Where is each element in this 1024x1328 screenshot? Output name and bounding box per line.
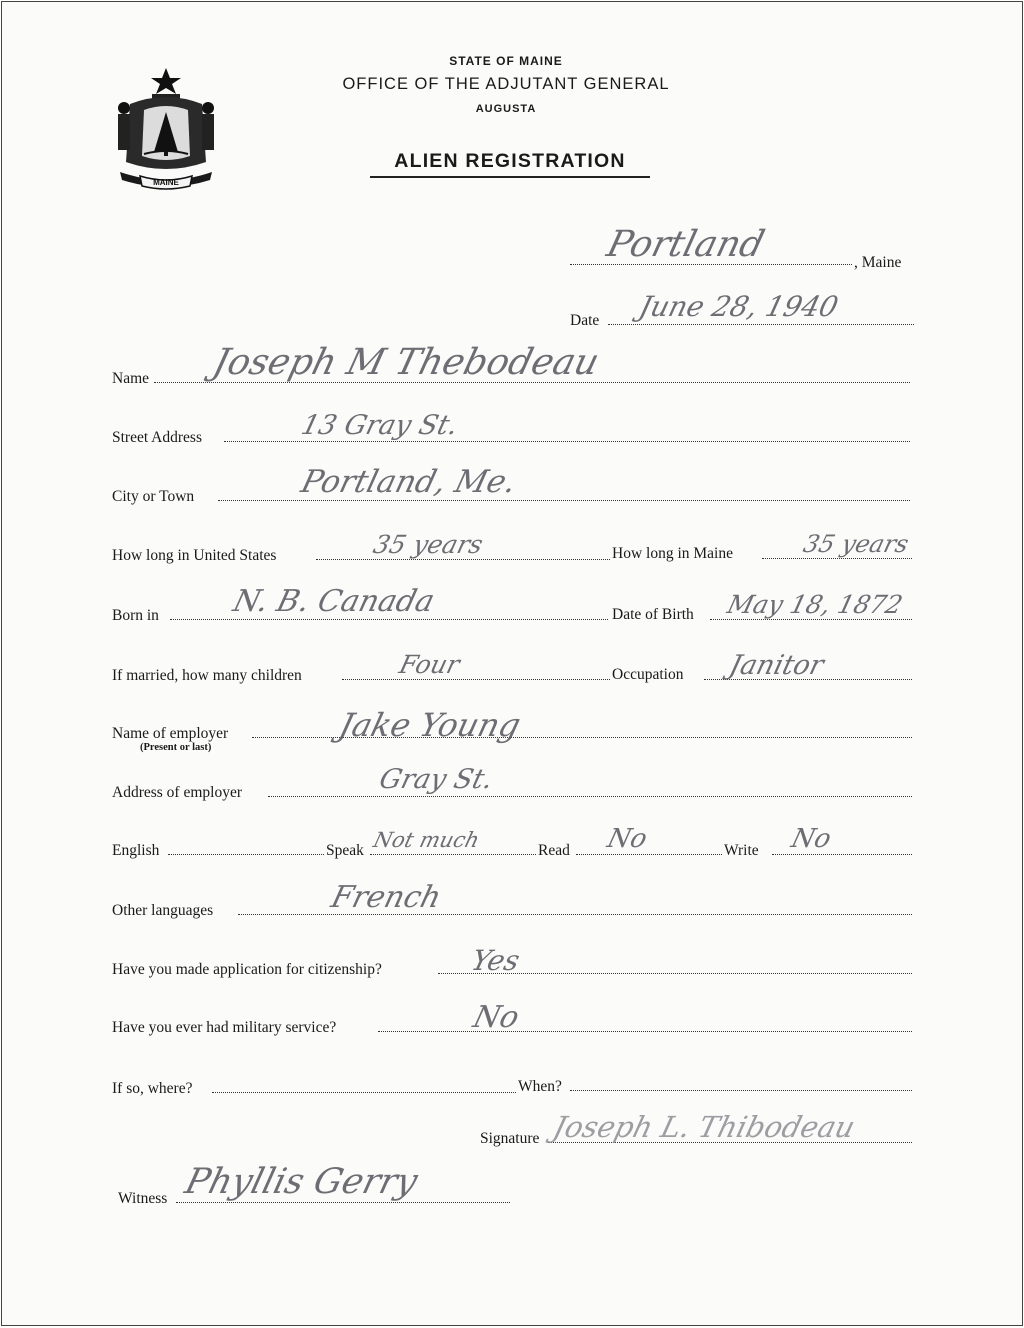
when-label: When? (518, 1078, 562, 1095)
employer-address-line (268, 796, 912, 797)
date-of-birth-value: May 18, 1872 (724, 590, 906, 619)
header-office: OFFICE OF THE ADJUTANT GENERAL (342, 75, 670, 93)
speak-line (370, 854, 536, 855)
signature-value: Joseph L. Thibodeau (549, 1110, 859, 1144)
witness-line (176, 1202, 510, 1203)
city-or-town-line (218, 500, 910, 501)
street-address-label: Street Address (112, 429, 202, 446)
date-label: Date (570, 312, 600, 329)
form-title: ALIEN REGISTRATION (370, 150, 650, 178)
witness-label: Witness (118, 1190, 168, 1207)
signature-label: Signature (480, 1130, 540, 1147)
date-of-birth-line (710, 619, 912, 620)
citizenship-value: Yes (467, 944, 524, 977)
military-service-line (378, 1031, 912, 1032)
write-line (772, 854, 912, 855)
born-in-label: Born in (112, 607, 159, 624)
name-value: Joseph M Thebodeau (208, 342, 604, 383)
read-value: No (604, 824, 651, 854)
years-in-us-label: How long in United States (112, 547, 277, 564)
occupation-value: Janitor (726, 650, 827, 681)
years-in-maine-line (762, 558, 912, 559)
other-languages-value: French (327, 880, 445, 915)
where-line (212, 1092, 516, 1093)
english-line (168, 854, 324, 855)
military-service-value: No (469, 1000, 523, 1035)
read-label: Read (538, 842, 570, 859)
employer-name-sublabel: (Present or last) (140, 742, 212, 753)
children-value: Four (396, 650, 463, 679)
employer-name-value: Jake Young (335, 706, 525, 744)
city-or-town-value: Portland, Me. (297, 464, 520, 500)
citizenship-label: Have you made application for citizenship? (112, 961, 382, 978)
place-value: Portland (602, 224, 769, 265)
date-value: June 28, 1940 (635, 290, 842, 323)
employer-address-value: Gray St. (376, 764, 497, 795)
speak-value: Not much (371, 828, 482, 852)
born-in-value: N. B. Canada (229, 584, 439, 619)
name-label: Name (112, 370, 150, 387)
years-in-us-value: 35 years (370, 530, 486, 559)
speak-label: Speak (326, 842, 364, 859)
place-label: , Maine (854, 254, 902, 271)
english-label: English (112, 842, 160, 859)
military-service-label: Have you ever had military service? (112, 1019, 337, 1036)
header-city: AUGUSTA (475, 103, 537, 115)
alien-registration-form (1, 1, 1023, 1326)
date-of-birth-label: Date of Birth (612, 606, 694, 623)
write-value: No (788, 824, 835, 854)
years-in-maine-label: How long in Maine (612, 545, 733, 562)
other-languages-label: Other languages (112, 902, 214, 919)
street-address-value: 13 Gray St. (298, 410, 462, 441)
where-label: If so, where? (112, 1080, 193, 1097)
children-label: If married, how many children (112, 667, 302, 684)
occupation-label: Occupation (612, 666, 684, 683)
when-line (570, 1090, 912, 1091)
read-line (576, 854, 722, 855)
witness-value: Phyllis Gerry (181, 1162, 422, 1202)
employer-address-label: Address of employer (112, 784, 242, 801)
write-label: Write (724, 842, 759, 859)
street-address-line (224, 441, 910, 442)
seal-text: MAINE (153, 178, 179, 187)
years-in-us-line (316, 559, 610, 560)
date-line (608, 324, 914, 325)
children-line (342, 679, 610, 680)
born-in-line (170, 619, 608, 620)
employer-name-label: Name of employer (112, 725, 229, 742)
header-state: STATE OF MAINE (449, 54, 563, 68)
city-or-town-label: City or Town (112, 488, 195, 505)
years-in-maine-value: 35 years (800, 530, 912, 558)
